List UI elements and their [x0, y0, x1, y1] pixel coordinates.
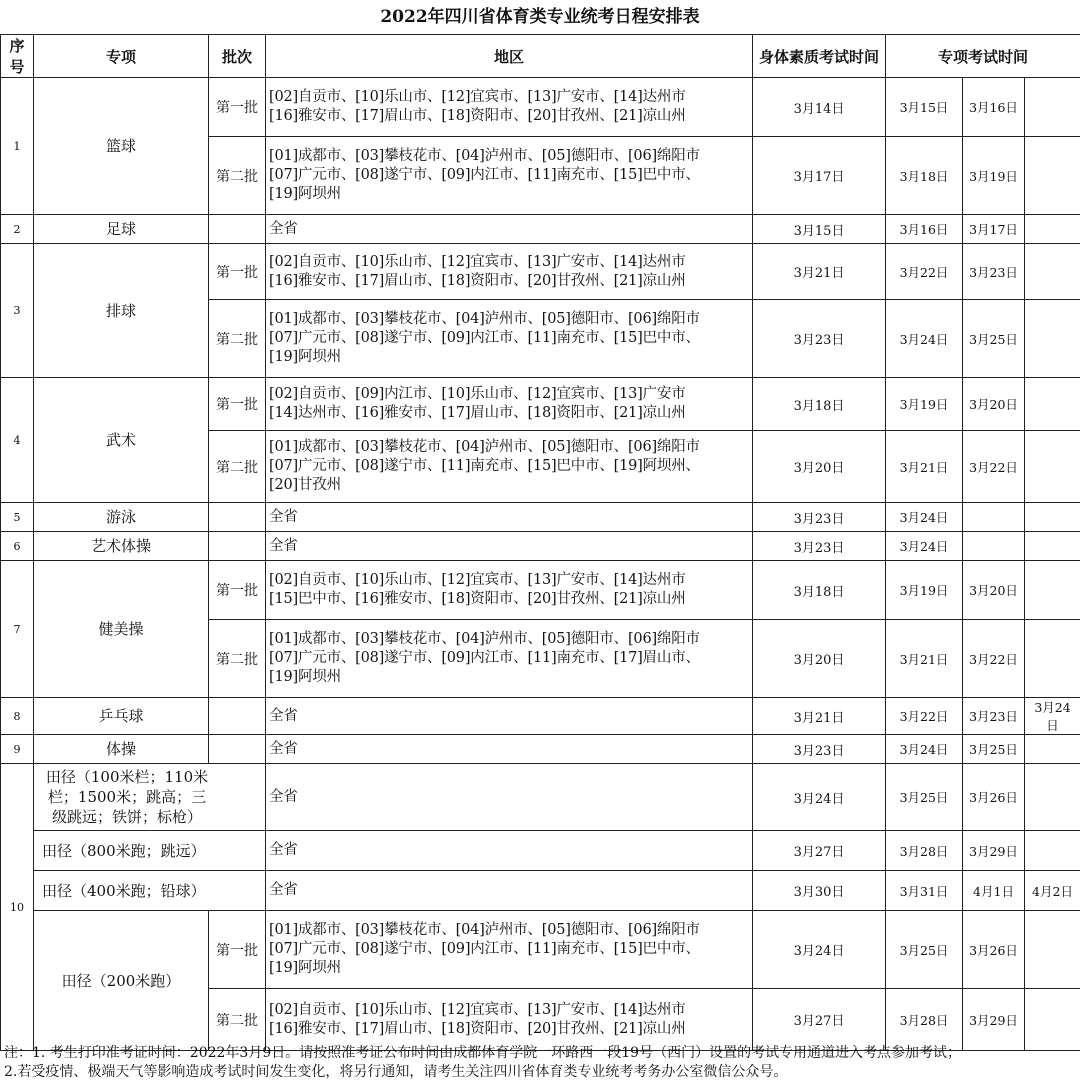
- special-date-cell: [1025, 137, 1080, 215]
- sport-cell: 足球: [34, 215, 209, 244]
- seq-cell: 7: [1, 561, 34, 698]
- special-date-cell: 3月19日: [963, 137, 1025, 215]
- special-date-cell: 3月22日: [963, 620, 1025, 698]
- sport-cell: 体操: [34, 735, 209, 764]
- physical-date-cell: 3月17日: [753, 137, 886, 215]
- header-region: 地区: [266, 35, 753, 78]
- special-date-cell: 3月22日: [963, 431, 1025, 503]
- seq-cell: 1: [1, 78, 34, 215]
- physical-date-cell: 3月15日: [753, 215, 886, 244]
- special-date-cell: [1025, 215, 1080, 244]
- batch-cell: 第一批: [209, 378, 266, 431]
- region-cell: [01]成都市、[03]攀枝花市、[04]泸州市、[05]德阳市、[06]绵阳市 [07]广元市、[08]遂宁市、[09]内江市、[11]南充市、[15]巴中市、 [19]阿坝州: [266, 300, 753, 378]
- special-date-cell: 3月25日: [963, 300, 1025, 378]
- special-date-cell: 3月29日: [963, 989, 1025, 1051]
- seq-cell: 2: [1, 215, 34, 244]
- table-row: [1, 503, 1080, 532]
- special-date-cell: 3月24日: [886, 503, 963, 532]
- region-cell: 全省: [266, 215, 753, 244]
- table-row: [1, 215, 1080, 244]
- sport-cell: 田径（400米跑；铅球）: [34, 871, 266, 911]
- region-cell: 全省: [266, 735, 753, 764]
- region-cell: 全省: [266, 698, 753, 735]
- special-date-cell: [1025, 911, 1080, 989]
- sport-cell: 艺术体操: [34, 532, 209, 561]
- physical-date-cell: 3月24日: [753, 911, 886, 989]
- sport-cell: 游泳: [34, 503, 209, 532]
- sport-cell: 排球: [34, 244, 209, 378]
- special-date-cell: 3月26日: [963, 764, 1025, 831]
- region-cell: [02]自贡市、[10]乐山市、[12]宜宾市、[13]广安市、[14]达州市 [16]雅安市、[17]眉山市、[18]资阳市、[20]甘孜州、[21]凉山州: [266, 244, 753, 300]
- special-date-cell: [1025, 764, 1080, 831]
- region-cell: [01]成都市、[03]攀枝花市、[04]泸州市、[05]德阳市、[06]绵阳市 [07]广元市、[08]遂宁市、[09]内江市、[11]南充市、[15]巴中市、 [19]阿坝州: [266, 911, 753, 989]
- sport-cell: 田径（200米跑）: [34, 911, 209, 1051]
- physical-date-cell: 3月21日: [753, 698, 886, 735]
- header-physical-time: 身体素质考试时间: [753, 35, 886, 78]
- physical-date-cell: 3月18日: [753, 378, 886, 431]
- special-date-cell: [1025, 300, 1080, 378]
- seq-cell: 4: [1, 378, 34, 503]
- page-title: 2022年四川省体育类专业统考日程安排表: [380, 7, 700, 27]
- special-date-cell: 4月1日: [963, 871, 1025, 911]
- batch-cell: 第二批: [209, 300, 266, 378]
- sport-cell: 田径（800米跑；跳远）: [34, 831, 266, 871]
- special-date-cell: 3月20日: [963, 378, 1025, 431]
- special-date-cell: 3月28日: [886, 831, 963, 871]
- special-date-cell: 3月19日: [886, 378, 963, 431]
- table-row: [1, 698, 1080, 735]
- special-date-cell: 3月16日: [963, 78, 1025, 137]
- physical-date-cell: 3月24日: [753, 764, 886, 831]
- special-date-cell: 3月25日: [886, 911, 963, 989]
- table-row: [1, 871, 1080, 911]
- special-date-cell: 3月25日: [886, 764, 963, 831]
- batch-cell: 第二批: [209, 137, 266, 215]
- region-cell: 全省: [266, 871, 753, 911]
- region-cell: [01]成都市、[03]攀枝花市、[04]泸州市、[05]德阳市、[06]绵阳市 [07]广元市、[08]遂宁市、[09]内江市、[11]南充市、[15]巴中市、 [19]阿坝州: [266, 137, 753, 215]
- table-row: [1, 911, 1080, 989]
- physical-date-cell: 3月23日: [753, 735, 886, 764]
- header-batch: 批次: [209, 35, 266, 78]
- table-row: [1, 735, 1080, 764]
- region-cell: 全省: [266, 831, 753, 871]
- special-date-cell: [1025, 989, 1080, 1051]
- special-date-cell: [963, 532, 1025, 561]
- batch-cell: 第二批: [209, 431, 266, 503]
- physical-date-cell: 3月20日: [753, 620, 886, 698]
- physical-date-cell: 3月23日: [753, 532, 886, 561]
- seq-cell: 6: [1, 532, 34, 561]
- special-date-cell: 3月26日: [963, 911, 1025, 989]
- footnotes: [4, 1044, 1080, 1082]
- region-cell: 全省: [266, 532, 753, 561]
- seq-cell: 8: [1, 698, 34, 735]
- footnote-2: 2.若受疫情、极端天气等影响造成考试时间发生变化，将另行通知，请考生关注四川省体育类专业统考考务办公室微信公众号。: [4, 1064, 788, 1080]
- special-date-cell: [1025, 620, 1080, 698]
- header-special-time: 专项考试时间: [886, 35, 1080, 78]
- special-date-cell: 3月22日: [886, 244, 963, 300]
- region-cell: [02]自贡市、[10]乐山市、[12]宜宾市、[13]广安市、[14]达州市 [16]雅安市、[17]眉山市、[18]资阳市、[20]甘孜州、[21]凉山州: [266, 78, 753, 137]
- region-cell: [02]自贡市、[10]乐山市、[12]宜宾市、[13]广安市、[14]达州市 [15]巴中市、[16]雅安市、[18]资阳市、[20]甘孜州、[21]凉山州: [266, 561, 753, 620]
- special-date-cell: 3月15日: [886, 78, 963, 137]
- footnote-1: 注：1. 考生打印准考证时间：2022年3月9日。请按照准考证公布时间由成都体育学院一环路西一段19号（西门）设置的考试专用通道进入考点参加考试；: [4, 1045, 962, 1061]
- batch-cell: [209, 215, 266, 244]
- region-cell: 全省: [266, 503, 753, 532]
- special-date-cell: 3月24日: [886, 735, 963, 764]
- physical-date-cell: 3月21日: [753, 244, 886, 300]
- sport-cell: 篮球: [34, 78, 209, 215]
- header-seq: 序号: [1, 35, 34, 78]
- batch-cell: 第二批: [209, 989, 266, 1051]
- physical-date-cell: 3月27日: [753, 831, 886, 871]
- table-row: [1, 831, 1080, 871]
- special-date-cell: 3月24日: [886, 532, 963, 561]
- seq-cell: 3: [1, 244, 34, 378]
- special-date-cell: [1025, 735, 1080, 764]
- header-sport: 专项: [34, 35, 209, 78]
- special-date-cell: [1025, 831, 1080, 871]
- sport-cell: 武术: [34, 378, 209, 503]
- sport-cell: 田径（100米栏；110米栏；1500米；跳高；三级跳远；铁饼；标枪）: [34, 764, 266, 831]
- seq-cell: 10: [1, 764, 34, 1051]
- special-date-cell: 3月23日: [963, 244, 1025, 300]
- seq-cell: 9: [1, 735, 34, 764]
- special-date-cell: [1025, 532, 1080, 561]
- sport-cell: 健美操: [34, 561, 209, 698]
- physical-date-cell: 3月27日: [753, 989, 886, 1051]
- schedule-table: [0, 34, 1080, 1051]
- special-date-cell: 3月18日: [886, 137, 963, 215]
- special-date-cell: 4月2日: [1025, 871, 1080, 911]
- batch-cell: 第一批: [209, 561, 266, 620]
- sport-cell: 乒乓球: [34, 698, 209, 735]
- table-row: [1, 378, 1080, 431]
- physical-date-cell: 3月14日: [753, 78, 886, 137]
- batch-cell: [209, 503, 266, 532]
- special-date-cell: 3月25日: [963, 735, 1025, 764]
- special-date-cell: 3月17日: [963, 215, 1025, 244]
- physical-date-cell: 3月23日: [753, 300, 886, 378]
- special-date-cell: 3月21日: [886, 431, 963, 503]
- region-cell: 全省: [266, 764, 753, 831]
- table-row: [1, 78, 1080, 137]
- table-row: [1, 532, 1080, 561]
- special-date-cell: 3月19日: [886, 561, 963, 620]
- batch-cell: 第一批: [209, 244, 266, 300]
- special-date-cell: [1025, 561, 1080, 620]
- batch-cell: [209, 698, 266, 735]
- special-date-cell: [1025, 78, 1080, 137]
- special-date-cell: [1025, 378, 1080, 431]
- special-date-cell: 3月23日: [963, 698, 1025, 735]
- table-row: [1, 561, 1080, 620]
- header-row: [1, 35, 1080, 78]
- batch-cell: 第一批: [209, 911, 266, 989]
- special-date-cell: 3月22日: [886, 698, 963, 735]
- seq-cell: 5: [1, 503, 34, 532]
- special-date-cell: [1025, 503, 1080, 532]
- special-date-cell: 3月20日: [963, 561, 1025, 620]
- table-row: [1, 244, 1080, 300]
- region-cell: [02]自贡市、[09]内江市、[10]乐山市、[12]宜宾市、[13]广安市 [14]达州市、[16]雅安市、[17]眉山市、[18]资阳市、[21]凉山州: [266, 378, 753, 431]
- special-date-cell: [1025, 431, 1080, 503]
- physical-date-cell: 3月20日: [753, 431, 886, 503]
- region-cell: [01]成都市、[03]攀枝花市、[04]泸州市、[05]德阳市、[06]绵阳市 [07]广元市、[08]遂宁市、[11]南充市、[15]巴中市、[19]阿坝州、 [20]甘孜州: [266, 431, 753, 503]
- special-date-cell: 3月29日: [963, 831, 1025, 871]
- special-date-cell: 3月21日: [886, 620, 963, 698]
- special-date-cell: 3月28日: [886, 989, 963, 1051]
- region-cell: [01]成都市、[03]攀枝花市、[04]泸州市、[05]德阳市、[06]绵阳市 [07]广元市、[08]遂宁市、[09]内江市、[11]南充市、[17]眉山市、 [19]阿坝州: [266, 620, 753, 698]
- batch-cell: [209, 735, 266, 764]
- table-row: [1, 764, 1080, 831]
- physical-date-cell: 3月30日: [753, 871, 886, 911]
- special-date-cell: 3月31日: [886, 871, 963, 911]
- physical-date-cell: 3月18日: [753, 561, 886, 620]
- special-date-cell: 3月24日: [886, 300, 963, 378]
- special-date-cell: 3月16日: [886, 215, 963, 244]
- special-date-cell: [963, 503, 1025, 532]
- special-date-cell: 3月24日: [1025, 698, 1080, 735]
- batch-cell: 第二批: [209, 620, 266, 698]
- physical-date-cell: 3月23日: [753, 503, 886, 532]
- batch-cell: 第一批: [209, 78, 266, 137]
- special-date-cell: [1025, 244, 1080, 300]
- batch-cell: [209, 532, 266, 561]
- region-cell: [02]自贡市、[10]乐山市、[12]宜宾市、[13]广安市、[14]达州市 [16]雅安市、[17]眉山市、[18]资阳市、[20]甘孜州、[21]凉山州: [266, 989, 753, 1051]
